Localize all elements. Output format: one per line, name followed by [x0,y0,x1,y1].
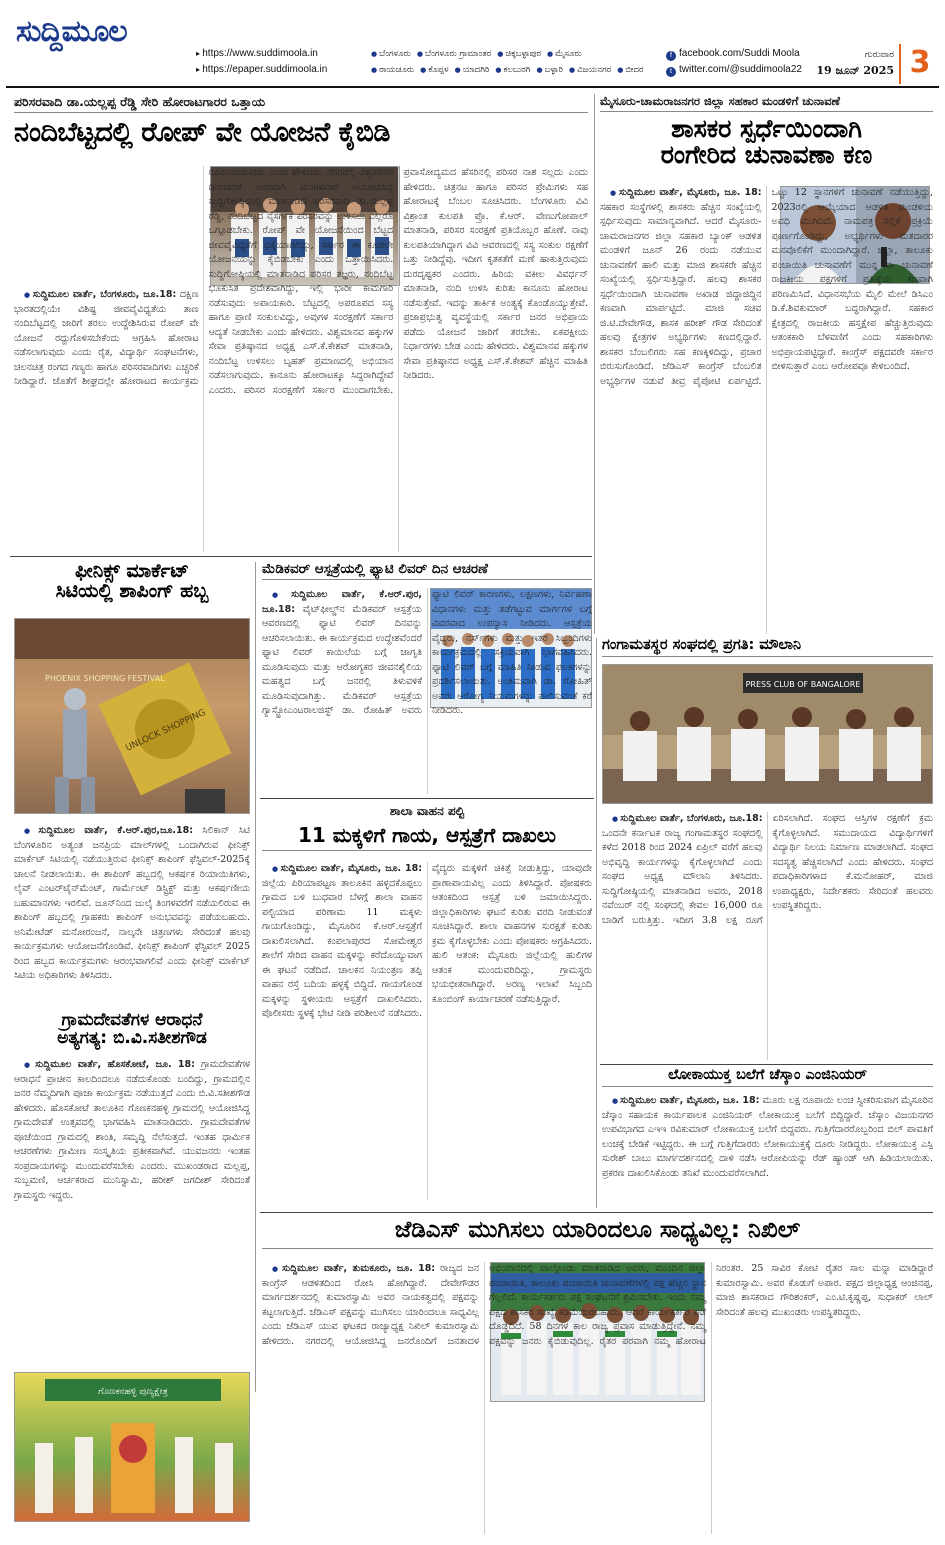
edition-city: ● ಮೈಸೂರು [547,49,582,59]
photo-banner-text: ಗೊಣಕನಹಳ್ಳಿ ಪುಣ್ಯಕ್ಷೇತ್ರ [98,1387,168,1397]
story-body: ಜಿಲ್ಲೆಯ ಪಿರಿಯಾಪಟ್ಟಣ ತಾಲೂಕಿನ ಹಳ್ಳದಕೊಪ್ಪಲು ಗ್ರಾಮದ ಬಳಿ ಬುಧವಾರ ಬೆಳಗ್ಗೆ ಶಾಲಾ ವಾಹನ ಪಲ್ಟಿಯಾದ ಪರಿಣಾಮ 11 ಮಕ್ಕಳು ಗಾಯಗೊಂಡಿದ್ದು, ಮೈಸೂರಿನ ಕೆ.ಆರ್.ಆಸ್ಪತ್ರೆಗೆ ದಾಖಲಿಸಲಾಗಿದೆ. ಕಂಪಲಾಪುರದ ಸೋಮೇಶ್ವರ ಶಾಲೆಗೆ ಸೇರಿದ ವಾಹನ ಮಕ್ಕಳನ್ನು ಕರೆದೊಯ್ಯುವಾಗ ಈ ಘಟನೆ ನಡೆದಿದೆ. ಚಾಲಕನ ನಿಯಂತ್ರಣ ತಪ್ಪಿ ವಾಹನ ರಸ್ತೆ ಬದಿಯ ಹಳ್ಳಕ್ಕೆ ಬಿದ್ದಿದೆ. ಗಾಯಗೊಂಡ ಮಕ್ಕಳನ್ನು ಸ್ಥಳೀಯರು ಆಸ್ಪತ್ರೆಗೆ ದಾಖಲಿಸಿದರು. ಪೊಲೀಸರು ಸ್ಥಳಕ್ಕೆ ಭೇಟಿ ನೀಡಿ ಪರಿಶೀಲನೆ ನಡೆಸಿದರು. ವೈದ್ಯರು ಮಕ್ಕಳಿಗೆ ಚಿಕಿತ್ಸೆ ನೀಡುತ್ತಿದ್ದು, ಯಾವುದೇ ಪ್ರಾಣಾಪಾಯವಿಲ್ಲ ಎಂದು ತಿಳಿಸಿದ್ದಾರೆ. ಪೋಷಕರು ಆತಂಕದಿಂದ ಆಸ್ಪತ್ರೆ ಬಳಿ ಜಮಾಯಿಸಿದ್ದರು. ಜಿಲ್ಲಾಧಿಕಾರಿಗಳು ಘಟನೆ ಕುರಿತು ವರದಿ ನೀಡುವಂತೆ ಸೂಚಿಸಿದ್ದಾರೆ. ಶಾಲಾ ವಾಹನಗಳ ಸುರಕ್ಷತೆ ಕುರಿತು ಕ್ರಮ ಕೈಗೊಳ್ಳಬೇಕು ಎಂದು ಪೋಷಕರು ಆಗ್ರಹಿಸಿದರು. ಹುಲಿ ಆತಂಕ: ಮೈಸೂರು ಜಿಲ್ಲೆಯಲ್ಲಿ ಹುಲಿಗಳ ಆತಂಕ ಮುಂದುವರಿದಿದ್ದು, ಗ್ರಾಮಸ್ಥರು ಭಯಭೀತರಾಗಿದ್ದಾರೆ. ಅರಣ್ಯ ಇಲಾಖೆ ಸಿಬ್ಬಂದಿ ಕೂಂಬಿಂಗ್ ಕಾರ್ಯಾಚರಣೆ ನಡೆಸುತ್ತಿದ್ದಾರೆ. [262,863,592,1019]
story-fatty-liver-day [262,562,592,794]
page-number: 3 [899,44,939,84]
story-kicker: ಮೈಸೂರು-ಚಾಮರಾಜನಗರ ಜಿಲ್ಲಾ ಸಹಕಾರ ಮಂಡಳಿಗೆ ಚುನಾವಣೆ [600,94,933,112]
edition-city: ● ರಾಯಚೂರು [371,65,414,75]
social-links [666,46,802,78]
headline-line: ಅತ್ಯಗತ್ಯ: ಬಿ.ವಿ.ಸತೀಶಗೌಡ [57,1027,207,1048]
temple-illustration [15,1373,250,1522]
story-village-deity [14,1012,250,1536]
edition-city: ● ಬಳ್ಳಾರಿ [536,65,563,75]
story-body: ಒಂದನೇ ಕರ್ನಾಟಕ ರಾಜ್ಯ ಗಂಗಾಮತಸ್ಥರ ಸಂಘದಲ್ಲಿ ಕಳೆದ 2018 ರಿಂದ 2024 ಏಪ್ರಿಲ್ ವರೆಗೆ ಹಲವು ಅಭಿವೃದ್ಧಿ ಕಾರ್ಯಗಳನ್ನು ಕೈಗೊಳ್ಳಲಾಗಿದೆ ಎಂದು ಸಂಘದ ಅಧ್ಯಕ್ಷ ಮೌಲಾನಿ ತಿಳಿಸಿದರು. ಸುದ್ದಿಗೋಷ್ಠಿಯಲ್ಲಿ ಮಾತನಾಡಿದ ಅವರು, 2018 ನವೆಂಬರ್ ನಲ್ಲಿ ಸಂಘದಲ್ಲಿ ಕೇವಲ 16,000 ರೂ ಬಾಡಿಗೆ ಬರುತ್ತಿತ್ತು. ಇದೀಗ 3.8 ಲಕ್ಷ ರೂಗೆ ಏರಿಸಲಾಗಿದೆ. ಸಂಘದ ಆಸ್ತಿಗಳ ರಕ್ಷಣೆಗೆ ಕ್ರಮ ಕೈಗೊಳ್ಳಲಾಗಿದೆ. ಸಮುದಾಯದ ವಿದ್ಯಾರ್ಥಿಗಳಿಗೆ ವಿದ್ಯಾರ್ಥಿ ನಿಲಯ ನಿರ್ಮಾಣ ಮಾಡಲಾಗಿದೆ. ಸಂಘದ ಸದಸ್ಯತ್ವ ಹೆಚ್ಚಿಸಲಾಗಿದೆ ಎಂದು ಹೇಳಿದರು. ಸಂಘದ ಪದಾಧಿಕಾರಿಗಳಾದ ಕೆ.ಮನೋಹರ್, ಮಾಜಿ ಉಪಾಧ್ಯಕ್ಷರು, ನಿರ್ದೇಶಕರು ಸೇರಿದಂತೆ ಹಲವರು ಉಪಸ್ಥಿತರಿದ್ದರು. [602,813,933,926]
story-nandi-ropeway [14,94,588,552]
story-body: ಸಹಕಾರ ಸಂಸ್ಥೆಗಳಲ್ಲಿ ಶಾಸಕರು ಹೆಚ್ಚಿನ ಸಂಖ್ಯೆಯಲ್ಲಿ ಸ್ಪರ್ಧಿಸುವುದು ಸಾಮಾನ್ಯವಾಗಿದೆ. ಆದರೆ ಮೈಸೂರು-ಚಾಮರಾಜನಗರ ಜಿಲ್ಲಾ ಸಹಕಾರ ಬ್ಯಾಂಕ್ ಆಡಳಿತ ಮಂಡಳಿಗೆ ಜೂನ್ 26 ರಂದು ನಡೆಯುವ ಚುನಾವಣೆಗೆ ಹಾಲಿ ಮತ್ತು ಮಾಜಿ ಶಾಸಕರೇ ಹೆಚ್ಚಿನ ಸಂಖ್ಯೆಯಲ್ಲಿ ಸ್ಪರ್ಧಿಸುತ್ತಿದ್ದಾರೆ. ಹಲವು ಶಾಸಕರ ಸ್ಪರ್ಧೆಯಿಂದಾಗಿ ಚುನಾವಣಾ ಅಖಾಡ ಜಿದ್ದಾಜಿದ್ದಿನ ಕಣವಾಗಿ ಮಾರ್ಪಟ್ಟಿದೆ. ಮಾಜಿ ಸಚಿವ ಜಿ.ಟಿ.ದೇವೇಗೌಡ, ಶಾಸಕ ಹರೀಶ್ ಗೌಡ ಸೇರಿದಂತೆ ಹಲವು ಕ್ಷೇತ್ರಗಳ ಅಭ್ಯರ್ಥಿಗಳು ಕಣದಲ್ಲಿದ್ದಾರೆ. ಶಾಸಕರ ಬೆಂಬಲಿಗರು ಸಹ ಕಣಕ್ಕಿಳಿದಿದ್ದು, ಪ್ರಚಾರ ಬಿರುಸುಗೊಂಡಿದೆ. ಜೆಡಿಎಸ್ ಕಾಂಗ್ರೆಸ್ ಬೆಂಬಲಿತ ಅಭ್ಯರ್ಥಿಗಳ ನಡುವೆ ತೀವ್ರ ಪೈಪೋಟಿ ಏರ್ಪಟ್ಟಿದೆ. ಒಟ್ಟು 12 ಸ್ಥಾನಗಳಿಗೆ ಚುನಾವಣೆ ನಡೆಯುತ್ತಿದ್ದು, 2023ರಲ್ಲಿ ಆಯ್ಕೆಯಾದ ಆಡಳಿತ ಮಂಡಳಿಯ ಅವಧಿ ಮುಗಿದಿದೆ. ನಾಮಪತ್ರ ಸಲ್ಲಿಕೆ ಪ್ರಕ್ರಿಯೆ ಪೂರ್ಣಗೊಂಡಿದ್ದು, ಅಭ್ಯರ್ಥಿಗಳು ಮತದಾರರ ಮನವೊಲಿಕೆಗೆ ಮುಂದಾಗಿದ್ದಾರೆ. ಜಿಲ್ಲಾ, ತಾಲೂಕು ಪಂಚಾಯಿತಿ ಚುನಾವಣೆಗೆ ಮುನ್ನ ಈ ಚುನಾವಣೆ ರಾಜಕೀಯ ಪಕ್ಷಗಳಿಗೆ ಪ್ರತಿಷ್ಠೆಯ ಕಣವಾಗಿ ಪರಿಣಮಿಸಿದೆ. ವಿಧಾನಸಭೆಯ ಮೈಲಿ ಮೇಲೆ ಡಿಸಿಎಂ ಡಿ.ಕೆ.ಶಿವಕುಮಾರ್ ಬದ್ಧರಾಗಿದ್ದಾರೆ. ಸಹಕಾರ ಕ್ಷೇತ್ರದಲ್ಲಿ ರಾಜಕೀಯ ಹಸ್ತಕ್ಷೇಪ ಹೆಚ್ಚುತ್ತಿರುವುದು ಆತಂಕಕಾರಿ ಬೆಳವಣಿಗೆ ಎಂದು ಸಹಕಾರಿಗಳು ಅಭಿಪ್ರಾಯಪಟ್ಟಿದ್ದಾರೆ. ಕಾಂಗ್ರೆಸ್ ಪಕ್ಷದವರೇ ಸರ್ಕಾರ ಬೀಳಿಸುತ್ತಾರೆ ಎಂಬ ಆರೋಪವೂ ಕೇಳಿಬಂದಿದೆ. [600,187,933,387]
epaper-link[interactable]: ▸ https://epaper.suddimoola.in [196,62,327,78]
story-byline: ● ಸುದ್ದಿಮೂಲ ವಾರ್ತೆ, ಕೆ.ಆರ್.ಪುರ, ಜೂ.18: [262,589,422,615]
story-byline: ● ಸುದ್ದಿಮೂಲ ವಾರ್ತೆ, ಮೈಸೂರು, ಜೂ. 18: [272,863,422,874]
festival-display-illustration [15,619,250,814]
facebook-icon: f [666,51,676,61]
headline-line: ಗ್ರಾಮದೇವತೆಗಳ ಆರಾಧನೆ [61,1012,203,1030]
masthead [6,4,939,86]
temple-festival-photo [14,1372,250,1522]
edition-city: ● ಬೀದರ [617,65,643,75]
story-coop-election [600,94,933,634]
facebook-link[interactable]: facebook.com/Suddi Moola [679,48,800,59]
edition-city: ● ಚಿಕ್ಕಬಳ್ಳಾಪುರ [497,49,541,59]
story-headline: 11 ಮಕ್ಕಳಿಗೆ ಗಾಯ, ಆಸ್ಪತ್ರೆಗೆ ದಾಖಲು [262,825,592,851]
issue-day: ಗುರುವಾರ [864,50,894,60]
story-gangamatasta-sangha [602,638,933,1060]
edition-city: ● ಕೊಪ್ಪಳ [420,65,448,75]
story-body: ಸಿಲಿಕಾನ್ ಸಿಟಿ ಬೆಂಗಳೂರಿನ ಅತ್ಯಂತ ಜನಪ್ರಿಯ ಮಾಲ್‌ಗಳಲ್ಲಿ ಒಂದಾಗಿರುವ ಫೀನಿಕ್ಸ್ ಮಾರ್ಕೆಟ್ ಸಿಟಿಯಲ್ಲಿ ನಡೆಯುತ್ತಿರುವ ಫೀನಿಕ್ಸ್ ಶಾಪಿಂಗ್ ಫೆಸ್ಟಿವಲ್-2025ಕ್ಕೆ ಚಾಲನೆ ನೀಡಲಾಯಿತು. ಈ ಶಾಪಿಂಗ್ ಹಬ್ಬದಲ್ಲಿ ಆಕರ್ಷಕ ರಿಯಾಯಿತಿಗಳು, ಲೈವ್ ಎಂಟರ್‌ಟೈನ್‌ಮೆಂಟ್, ಗಾರ್ಮೆಂಟ್ ಡಿಸ್ಟ್ರಿಕ್ಟ್ ಮತ್ತು ಆಕರ್ಷಣೀಯ ಬಹುಮಾನಗಳು ಇರಲಿವೆ. ಜೂನ್‌ನಿಂದ ಜುಲೈ ತಿಂಗಳವರೆಗೆ ನಡೆಯಲಿರುವ ಈ ಶಾಪಿಂಗ್ ಹಬ್ಬದಲ್ಲಿ ಗ್ರಾಹಕರು ಶಾಪಿಂಗ್ ಅನುಭವವನ್ನು ಪಡೆಯಬಹುದು. ಅನಿಮೇಟೆಡ್ ಮನೋರಂಜನೆ, ನಾಲ್ಕನೇ ಚಿತ್ರಣಗಳು ಸೇರಿದಂತೆ ಹಲವು ಕಾರ್ಯಕ್ರಮಗಳು ಆಯೋಜನೆಗೊಂಡಿವೆ. ಫೀನಿಕ್ಸ್ ಶಾಪಿಂಗ್ ಫೆಸ್ಟಿವಲ್ 2025 ರಿಂದ ಹಬ್ಬದ ಕಾರ್ಯಕ್ರಮಗಳು ಆರಂಭವಾಗಲಿವೆ ಎಂದು ಫೀನಿಕ್ಸ್ ಮಾರ್ಕೆಟ್ ಸಿಟಿಯ ಅಧಿಕಾರಿಗಳು ತಿಳಿಸಿದರು. [14,825,250,981]
story-byline: ● ಸುದ್ದಿಮೂಲ ವಾರ್ತೆ, ಬೆಂಗಳೂರು, ಜೂ.18: [612,813,763,824]
issue-date-text: 19 ಜೂನ್ 2025 [816,64,894,77]
story-lokayukta-trap [602,1068,933,1208]
story-body: ರಾಜ್ಯದ ಜನ ಕಾಂಗ್ರೆಸ್ ಆಡಳಿತದಿಂದ ರೋಸಿ ಹೋಗಿದ್ದಾರೆ. ದೇವೇಗೌಡರ ಮಾರ್ಗದರ್ಶನದಲ್ಲಿ ಕುಮಾರಸ್ವಾಮಿ ಅವರ ನಾಯಕತ್ವದಲ್ಲಿ ಪಕ್ಷವನ್ನು ಕಟ್ಟಲಾಗುತ್ತಿದೆ. ಜೆಡಿಎಸ್ ಪಕ್ಷವನ್ನು ಮುಗಿಸಲು ಯಾರಿಂದಲೂ ಸಾಧ್ಯವಿಲ್ಲ ಎಂದು ಜೆಡಿಎಸ್ ಯುವ ಘಟಕದ ರಾಜ್ಯಾಧ್ಯಕ್ಷ ನಿಖಿಲ್ ಕುಮಾರಸ್ವಾಮಿ ಹೇಳಿದರು. ನಗರದಲ್ಲಿ ಆಯೋಜಿಸಿದ್ದ ಜನರೊಂದಿಗೆ ಜನತಾದಳ ಅಭಿಯಾನದಲ್ಲಿ ಪಾಲ್ಗೊಂಡು ಮಾತನಾಡಿದ ಅವರು, ಮುಂದಿನ ಜಿಲ್ಲಾ ಪಂಚಾಯಿತಿ, ತಾಲೂಕು ಪಂಚಾಯಿತಿ ಚುನಾವಣೆಗಳಲ್ಲಿ ಪಕ್ಷ ಹೆಚ್ಚಿನ ಸ್ಥಾನ ಗೆಲ್ಲಲಿದೆ. ಕಾರ್ಯಕರ್ತರು ಪಕ್ಷ ಸಂಘಟನೆಗೆ ಶ್ರಮಿಸಬೇಕು. ಇಂದು ನಮ್ಮ ಪಕ್ಷದ ಶಾಸಕರ ಸಂಖ್ಯೆ ಕಡಿಮೆಯಿರಬಹುದು. ಆದರೆ ಕಾರ್ಯಕರ್ತರ ಪಡೆ ದೊಡ್ಡದಿದೆ. 58 ದಿನಗಳ ಕಾಲ ರಾಜ್ಯ ಪ್ರವಾಸ ಮಾಡುತ್ತಿದ್ದೇನೆ. ನಮ್ಮ ಪಕ್ಷವನ್ನು ಜನರು ಕೈಬಿಡುವುದಿಲ್ಲ. ರೈತರ ಪರವಾಗಿ ನಮ್ಮ ಹೋರಾಟ ನಿರಂತರ. 25 ಸಾವಿರ ಕೋಟಿ ರೈತರ ಸಾಲ ಮನ್ನಾ ಮಾಡಿದ್ದಾರೆ ಕುಮಾರಸ್ವಾಮಿ. ಅವರ ಕೊಡುಗೆ ಅಪಾರ. ಪಕ್ಷದ ಜಿಲ್ಲಾಧ್ಯಕ್ಷ ಆಂಜಿನಪ್ಪ, ಮಾಜಿ ಶಾಸಕರಾದ ಗೌರಿಶಂಕರ್, ಎಂ.ಟಿ.ಕೃಷ್ಣಪ್ಪ, ಸುಧಾಕರ್ ಲಾಲ್ ಸೇರಿದಂತೆ ಹಲವು ಮುಖಂಡರು ಉಪಸ್ಥಿತರಿದ್ದರು. [262,1263,933,1347]
story-phoenix-festival [14,562,250,1006]
headline-line: ರಂಗೇರಿದ ಚುನಾವಣಾ ಕಣ [660,140,873,170]
twitter-icon: t [666,67,676,77]
display-text: UNLOCK SHOPPING [124,707,208,754]
photo-spacer [14,166,200,288]
story-body: ಮೂರು ಲಕ್ಷ ರೂಪಾಯಿ ಲಂಚ ಸ್ವೀಕರಿಸುವಾಗ ಮೈಸೂರಿನ ಚೆಸ್ಕಾಂ ಸಹಾಯಕ ಕಾರ್ಯಪಾಲಕ ಎಂಜಿನಿಯರ್ ಲೋಕಾಯುಕ್ತ ಬಲೆಗೆ ಬಿದ್ದಿದ್ದಾರೆ. ಚೆಸ್ಕಾಂ ವಿಜಯನಗರ ಉಪವಿಭಾಗದ ಎಇಇ ರವಿಕುಮಾರ್ ಲೋಕಾಯುಕ್ತ ಬಲೆಗೆ ಬಿದ್ದವರು. ಗುತ್ತಿಗೆದಾರರೊಬ್ಬರಿಂದ ಬಿಲ್ ಪಾವತಿಗೆ ಲಂಚಕ್ಕೆ ಬೇಡಿಕೆ ಇಟ್ಟಿದ್ದರು. ಈ ಬಗ್ಗೆ ಗುತ್ತಿಗೆದಾರರು ಲೋಕಾಯುಕ್ತಕ್ಕೆ ದೂರು ನೀಡಿದ್ದರು. ಲೋಕಾಯುಕ್ತ ಎಸ್ಪಿ ಸುರೇಶ್ ಬಾಬು ಮಾರ್ಗದರ್ಶನದಲ್ಲಿ ದಾಳಿ ನಡೆಸಿ ಆರೋಪಿಯನ್ನು ರೆಡ್ ಹ್ಯಾಂಡ್ ಆಗಿ ಹಿಡಿಯಲಾಯಿತು. ಪ್ರಕರಣ ದಾಖಲಿಸಿಕೊಂಡು ತನಿಖೆ ಮುಂದುವರೆಸಲಾಗಿದೆ. [602,1095,933,1179]
masthead-rule [6,86,939,88]
press-club-illustration [603,665,933,804]
mall-photo [14,618,250,814]
press-club-photo [602,664,933,804]
story-headline: ನಂದಿಬೆಟ್ಟದಲ್ಲಿ ರೋಪ್ ವೇ ಯೋಜನೆ ಕೈಬಿಡಿ [14,117,390,148]
story-headline: ಮೆಡಿಕವರ್ ಆಸ್ಪತ್ರೆಯಲ್ಲಿ ಫ್ಯಾಟಿ ಲಿವರ್ ದಿನ ಆಚರಣೆ [262,562,592,580]
masthead-urls [196,46,327,78]
headline-line: ಸಿಟಿಯಲ್ಲಿ ಶಾಪಿಂಗ್ ಹಬ್ಬ [55,579,209,602]
column-divider [594,94,595,634]
story-headline [14,562,250,602]
story-byline: ● ಸುದ್ದಿಮೂಲ ವಾರ್ತೆ, ಬೆಂಗಳೂರು, ಜೂ.18: [24,289,176,300]
display-text: PHOENIX SHOPPING FESTIVAL [45,674,165,683]
story-byline: ● ಸುದ್ದಿಮೂಲ ವಾರ್ತೆ, ಮೈಸೂರು, ಜೂ. 18: [610,187,762,198]
issue-date [814,48,894,78]
story-byline: ● ಸುದ್ದಿಮೂಲ ವಾರ್ತೆ, ಮೈಸೂರು, ಜೂ. 18: [612,1095,759,1106]
story-body: ವೈಟ್‌ಫೀಲ್ಡ್‌ನ ಮೆಡಿಕವರ್ ಆಸ್ಪತ್ರೆಯ ಆವರಣದಲ್ಲಿ ಫ್ಯಾಟಿ ಲಿವರ್ ದಿನವನ್ನು ಆಚರಿಸಲಾಯಿತು. ಈ ಕಾರ್ಯಕ್ರಮದ ಉದ್ದೇಶವೆಂದರೆ ಫ್ಯಾಟಿ ಲಿವರ್ ಕಾಯಿಲೆಯ ಬಗ್ಗೆ ಜಾಗೃತಿ ಮೂಡಿಸುವುದು ಮತ್ತು ಆರೋಗ್ಯಕರ ಜೀವನಶೈಲಿಯ ಮಹತ್ವದ ಬಗ್ಗೆ ಜನರಲ್ಲಿ ತಿಳುವಳಿಕೆ ಮೂಡಿಸುವುದಾಗಿತ್ತು. ಮೆಡಿಕವರ್ ಆಸ್ಪತ್ರೆಯ ಗ್ಯಾಸ್ಟ್ರೋಎಂಟರಾಲಜಿಸ್ಟ್ ಡಾ. ರೋಹಿತ್ ಅವರು ಫ್ಯಾಟಿ ಲಿವರ್ ಕಾರಣಗಳು, ಲಕ್ಷಣಗಳು, ನಿರ್ವಹಣಾ ವಿಧಾನಗಳು ಮತ್ತು ತಡೆಗಟ್ಟುವ ಮಾರ್ಗಗಳ ಬಗ್ಗೆ ವಿವರವಾದ ಉಪನ್ಯಾಸ ನೀಡಿದರು. ಆಸ್ಪತ್ರೆಯ ವೈದ್ಯರು, ನರ್ಸ್‌ಗಳು ಮತ್ತು ಇತರ ಸಿಬ್ಬಂದಿಗಳು ಕಾರ್ಯಕ್ರಮದಲ್ಲಿ ಸಕ್ರಿಯವಾಗಿ ಭಾಗವಹಿಸಿದರು. ಫ್ಯಾಟಿ ಲಿವರ್ ಬಗ್ಗೆ ಮಾಹಿತಿ ನೀಡುವ ಫಲಕಗಳನ್ನು ಪ್ರದರ್ಶಿಸಲಾಯಿತು. ಅಂತಿಮವಾಗಿ ಡಾ. ರೋಹಿತ್ ಅವರು ಆರೋಗ್ಯ ನಿಯಮಗಳನ್ನು ಪಾಲಿಸುವಂತೆ ಕರೆ ನೀಡಿದರು. [262,589,592,716]
edition-city: ● ಬೆಂಗಳೂರು ಗ್ರಾಮಾಂತರ [417,49,491,59]
section-rule [260,798,594,799]
story-byline: ● ಸುದ್ದಿಮೂಲ ವಾರ್ತೆ, ತುಮಕೂರು, ಜೂ. 18: [272,1263,435,1274]
edition-city: ● ವಿಜಯನಗರ [569,65,611,75]
story-headline [600,116,933,169]
column-divider [255,562,256,1392]
story-school-van [262,804,592,1200]
section-rule [10,556,592,557]
story-byline: ● ಸುದ್ದಿಮೂಲ ವಾರ್ತೆ, ಹೊಸಕೋಟೆ, ಜೂ. 18: [24,1059,195,1070]
story-headline: ಜೆಡಿಎಸ್ ಮುಗಿಸಲು ಯಾರಿಂದಲೂ ಸಾಧ್ಯವಿಲ್ಲ: ನಿಖಿಲ್ [262,1218,933,1249]
newspaper-logo: ಸುದ್ದಿಮೂಲ [16,14,127,49]
story-body: ದಕ್ಷಿಣ ಭಾರತದಲ್ಲಿಯೇ ವಿಶಿಷ್ಟ ಜೀವವೈವಿಧ್ಯತೆಯ ತಾಣ ನಂದಿಬೆಟ್ಟದಲ್ಲಿ ಜಾರಿಗೆ ತರಲು ಉದ್ದೇಶಿಸಿರುವ ರೋಪ್ ವೇ ಯೋಜನೆ ರದ್ದುಗೊಳಿಸಬೇಕೆಂದು ಆಗ್ರಹಿಸಿ ಹೋರಾಟ ನಡೆಸಲಾಗುವುದು ಎಂದು ರೈತ, ವಿದ್ಯಾರ್ಥಿ ಸಂಘಟನೆಗಳು, ಚಲನಚಿತ್ರ ರಂಗದ ಗಣ್ಯರು ಹಾಗೂ ಪರಿಸರವಾದಿಗಳು ಎಚ್ಚರಿಕೆ ನೀಡಿದ್ದಾರೆ. ಜೊತೆಗೆ ಶೀಘ್ರದಲ್ಲೇ ಹೋರಾಟದ ಕಾರ್ಯಕ್ರಮ ರೂಪಿಸಲಾಗುವುದು ಎಂದು ಹೇಳಿದರು. ನಗರದಲ್ಲಿ ವಿಶ್ವಪರಿಸರ ದಿನಾಚರಣೆ ಅಂಗವಾಗಿ ಮಂಗಳವಾರ ಆಯೋಜಿಸಿದ್ದ ಸುದ್ದಿಗೋಷ್ಠಿಯಲ್ಲಿ ಮಾತನಾಡಿದ ಪರಿಸರವಾದಿ ಡಾ.ಯಲ್ಲಪ್ಪ ರೆಡ್ಡಿ, ನಂದಿಬೆಟ್ಟದ ನೈಸರ್ಗಿಕ ಪರಿಸರವನ್ನು ಉಳಿಸಲು ಎಲ್ಲರೂ ಒಗ್ಗೂಡಬೇಕು. ರೋಪ್ ವೇ ಯೋಜನೆಯಿಂದ ಬೆಟ್ಟದ ಜೀವವೈವಿಧ್ಯತೆಗೆ ಧಕ್ಕೆಯಾಗಲಿದ್ದು, ಸರ್ಕಾರ ಈ ಕೂಡಲೇ ಯೋಜನೆಯನ್ನು ಕೈಬಿಡಬೇಕು ಎಂದು ಒತ್ತಾಯಿಸಿದರು. ಸುದ್ದಿಗೋಷ್ಠಿಯಲ್ಲಿ ಮಾತನಾಡಿದ ಪರಿಸರ ತಜ್ಞರು, ನಂದಿಬೆಟ್ಟ ಭೂಕುಸಿತ ಪ್ರದೇಶವಾಗಿದ್ದು, ಇಲ್ಲಿ ಭಾರೀ ಕಾಮಗಾರಿ ನಡೆಸುವುದು ಅಪಾಯಕಾರಿ. ಬೆಟ್ಟದಲ್ಲಿ ಅಪರೂಪದ ಸಸ್ಯ ಹಾಗೂ ಪ್ರಾಣಿ ಸಂಕುಲವಿದ್ದು, ಅವುಗಳ ಸಂರಕ್ಷಣೆಗೆ ಸರ್ಕಾರ ಆದ್ಯತೆ ನೀಡಬೇಕು ಎಂದು ಹೇಳಿದರು. ವಿಶ್ವಮಾನವ ಹಕ್ಕುಗಳ ಸೇವಾ ಪ್ರತಿಷ್ಠಾನದ ಅಧ್ಯಕ್ಷ ಎಸ್.ಕೆ.ಕೇಶವ್ ಮಾತನಾಡಿ, ನಂದಿಬೆಟ್ಟ ಉಳಿಸಲು ಬೃಹತ್ ಪ್ರಮಾಣದಲ್ಲಿ ಅಭಿಯಾನ ನಡೆಸಲಾಗುವುದು. ಕಾನೂನು ಹೋರಾಟಕ್ಕೂ ಸಿದ್ಧರಾಗಿದ್ದೇವೆ ಎಂದರು. ಪರಿಸರ ಸಂರಕ್ಷಣೆಗೆ ಸರ್ಕಾರ ಮುಂದಾಗಬೇಕು. ಪ್ರವಾಸೋದ್ಯಮದ ಹೆಸರಿನಲ್ಲಿ ಪರಿಸರ ನಾಶ ಸಲ್ಲದು ಎಂದು ಹೇಳಿದರು. ಚಿತ್ರನಟ ಹಾಗೂ ಪರಿಸರ ಪ್ರೇಮಿಗಳು ಸಹ ಹೋರಾಟಕ್ಕೆ ಬೆಂಬಲ ಸೂಚಿಸಿದರು. ಬೆಂಗಳೂರು ವಿವಿ ವಿಶ್ರಾಂತ ಕುಲಪತಿ ಪ್ರೊ. ಕೆ.ಆರ್. ವೇಣುಗೋಪಾಲ್ ಮಾತನಾಡಿ, ಪರಿಸರ ಸಂರಕ್ಷಣೆ ಪ್ರತಿಯೊಬ್ಬರ ಹೊಣೆ. ನಾವು ಕುಲಪತಿಯಾಗಿದ್ದಾಗ ವಿವಿ ಆವರಣದಲ್ಲಿ ಸಸ್ಯ ಸಂಕುಲ ರಕ್ಷಣೆಗೆ ಒತ್ತು ನೀಡಿದ್ದೆವು. ಇದೀಗ ಕೃತಕತೆಗೆ ಮಣೆ ಹಾಕುತ್ತಿರುವುದು ದುರದೃಷ್ಟಕರ ಎಂದರು. ಹಿರಿಯ ವಕೀಲ ವಿವರ್ಧನ್ ಮಾತನಾಡಿ, ನಂದಿ ಉಳಿಸಿ ಕುರಿತು ಕಾನೂನು ಹೋರಾಟ ನಡೆಸುತ್ತೇವೆ. ಇದನ್ನು ತಾರ್ಕಿಕ ಅಂತ್ಯಕ್ಕೆ ಕೊಂಡೊಯ್ಯುತ್ತೇವೆ. ಪ್ರಜಾಪ್ರಭುತ್ವ ವ್ಯವಸ್ಥೆಯಲ್ಲಿ ಸರ್ಕಾರ ಜನರ ಅಭಿಪ್ರಾಯ ಪಡೆದು ಯೋಜನೆ ಜಾರಿಗೆ ತರಬೇಕು. ಏಕಪಕ್ಷೀಯ ನಿರ್ಧಾರಗಳು ಬೇಡ ಎಂದು ಹೇಳಿದರು. ವಿಶ್ವಮಾನವ ಹಕ್ಕುಗಳ ಸೇವಾ ಪ್ರತಿಷ್ಠಾನದ ಅಧ್ಯಕ್ಷ ಎಸ್.ಕೆ.ಕೇಶವ್ ಹೆಚ್ಚಿನ ಮಾಹಿತಿ ನೀಡಿದರು. [14,167,588,396]
story-headline [14,1012,250,1048]
headline-line: ಶಾಸಕರ ಸ್ಪರ್ಧೆಯಿಂದಾಗಿ [671,114,862,143]
column-divider [596,638,597,1208]
story-byline: ● ಸುದ್ದಿಮೂಲ ವಾರ್ತೆ, ಕೆ.ಆರ್.ಪುರ,ಜೂ.18: [24,825,193,836]
story-kicker: ಪರಿಸರವಾದಿ ಡಾ.ಯಲ್ಲಪ್ಪ ರೆಡ್ಡಿ ಸೇರಿ ಹೋರಾಟಗಾರರ ಒತ್ತಾಯ [14,94,588,113]
edition-city: ● ಕಲಬುರಗಿ [495,65,530,75]
story-headline: ಲೋಕಾಯುಕ್ತ ಬಲೆಗೆ ಚೆಸ್ಕಾಂ ಎಂಜಿನಿಯರ್ [602,1068,933,1087]
city-editions [371,46,661,78]
website-link[interactable]: ▸ https://www.suddimoola.in [196,46,327,62]
story-kicker: ಶಾಲಾ ವಾಹನ ಪಲ್ಟಿ [389,804,465,818]
section-rule [260,1212,933,1213]
story-headline: ಗಂಗಾಮತಸ್ಥರ ಸಂಘದಲ್ಲಿ ಪ್ರಗತಿ: ಮೌಲಾನಿ [602,638,933,657]
edition-city: ● ಯಾದಗಿರಿ [455,65,490,75]
section-rule [600,1064,933,1065]
story-body: ಗ್ರಾಮದೇವತೆಗಳ ಆರಾಧನೆ ಪ್ರಾಚೀನ ಕಾಲದಿಂದಲೂ ನಡೆದುಕೊಂಡು ಬಂದಿದ್ದು, ಗ್ರಾಮದಲ್ಲಿನ ಜನರ ನೆಮ್ಮದಿಗಾಗಿ ಪೂಜಾ ಕಾರ್ಯಕ್ರಮ ನಡೆಯುತ್ತದೆ ಎಂದು ಬಿ.ವಿ.ಸತೀಶಗೌಡ ಹೇಳಿದರು. ಹೊಸಕೋಟೆ ತಾಲೂಕಿನ ಗೊಣಕನಹಳ್ಳಿ ಗ್ರಾಮದಲ್ಲಿ ಆಯೋಜಿಸಿದ್ದ ಗ್ರಾಮದೇವತೆ ಉತ್ಸವದಲ್ಲಿ ಭಾಗವಹಿಸಿ ಮಾತನಾಡಿದರು. ಗ್ರಾಮದೇವತೆಗಳ ಪೂಜೆಯಿಂದ ಗ್ರಾಮದಲ್ಲಿ ಶಾಂತಿ, ಸಮೃದ್ಧಿ ನೆಲೆಸುತ್ತದೆ. ಇಂತಹ ಧಾರ್ಮಿಕ ಆಚರಣೆಗಳು ಗ್ರಾಮೀಣ ಸಂಸ್ಕೃತಿಯ ಪ್ರತೀಕವಾಗಿವೆ. ಯುವಜನರು ಇಂತಹ ಸಂಪ್ರದಾಯಗಳನ್ನು ಮುಂದುವರೆಸಬೇಕು ಎಂದರು. ಮುಖಂಡರಾದ ಮಲ್ಲಪ್ಪ, ಸುಬ್ಬಮಣಿ, ಆರ್ಚಕರಾದ ಮುನಿಸ್ವಾಮಿ, ಹರೀಶ್ ಜಗದೀಶ್ ಸೇರಿದಂತೆ ಗ್ರಾಮಸ್ಥರು ಇದ್ದರು. [14,1059,250,1201]
story-jds-nikhil [262,1218,933,1534]
edition-city: ● ಬೆಂಗಳೂರು [371,49,411,59]
twitter-link[interactable]: twitter.com/@suddimoola22 [679,64,802,75]
headline-line: ಫೀನಿಕ್ಸ್ ಮಾರ್ಕೆಟ್ [75,562,189,582]
press-club-sign: PRESS CLUB OF BANGALORE [745,680,861,689]
